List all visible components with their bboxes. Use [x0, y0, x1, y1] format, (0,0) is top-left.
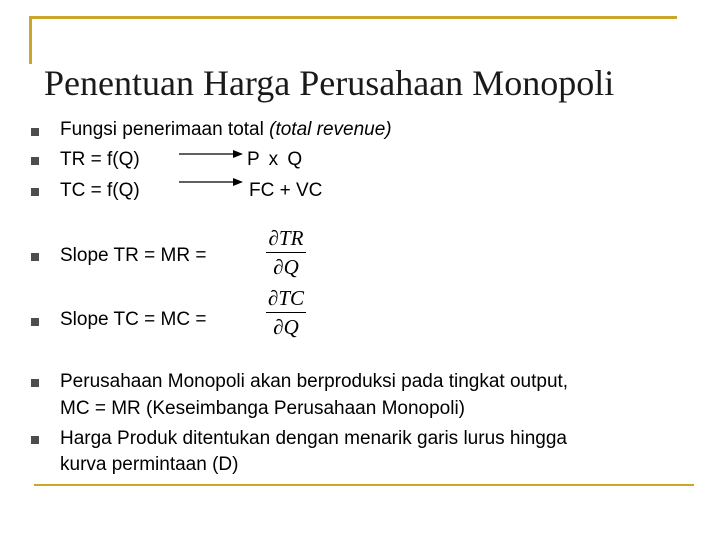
bullet-icon	[31, 253, 39, 261]
bullet-icon	[31, 188, 39, 196]
right-arrow-icon	[179, 177, 243, 187]
dtr-dq-formula	[262, 226, 310, 279]
slope-tc-label: Slope TC = MC =	[60, 309, 207, 330]
bullet-icon	[31, 157, 39, 165]
fraction-bar	[266, 312, 306, 313]
dq-denominator: ∂Q	[273, 255, 299, 279]
right-arrow-icon	[179, 149, 243, 159]
tr-definition: P x Q	[247, 149, 305, 170]
dq-denominator: ∂Q	[273, 315, 299, 339]
frame-left-rule	[29, 16, 32, 64]
frame-top-rule	[29, 16, 677, 19]
price-line-2: kurva permintaan (D)	[60, 454, 239, 475]
dtc-dq-formula	[262, 286, 310, 339]
equilibrium-line-2: MC = MR (Keseimbanga Perusahaan Monopoli)	[60, 398, 466, 419]
revenue-italic-text: (total revenue)	[269, 119, 392, 140]
bullet-icon	[31, 318, 39, 326]
revenue-line	[60, 119, 392, 141]
bullet-icon	[31, 379, 39, 387]
tc-function: TC = f(Q)	[60, 180, 140, 201]
slope-tr-label: Slope TR = MR =	[60, 245, 207, 266]
fraction-bar	[266, 252, 306, 253]
tc-definition: FC + VC	[249, 180, 323, 201]
revenue-text: Fungsi penerimaan total	[60, 119, 270, 140]
slide-title: Penentuan Harga Perusahaan Monopoli	[44, 63, 615, 103]
dtr-numerator: ∂TR	[268, 226, 304, 250]
equilibrium-line-1: Perusahaan Monopoli akan berproduksi pada tingkat output,	[60, 371, 569, 392]
price-line-1: Harga Produk ditentukan dengan menarik garis lurus hingga	[60, 428, 567, 449]
bullet-icon	[31, 436, 39, 444]
dtc-numerator: ∂TC	[267, 286, 305, 310]
frame-bottom-rule	[34, 484, 694, 486]
tr-function: TR = f(Q)	[60, 149, 140, 170]
bullet-icon	[31, 128, 39, 136]
